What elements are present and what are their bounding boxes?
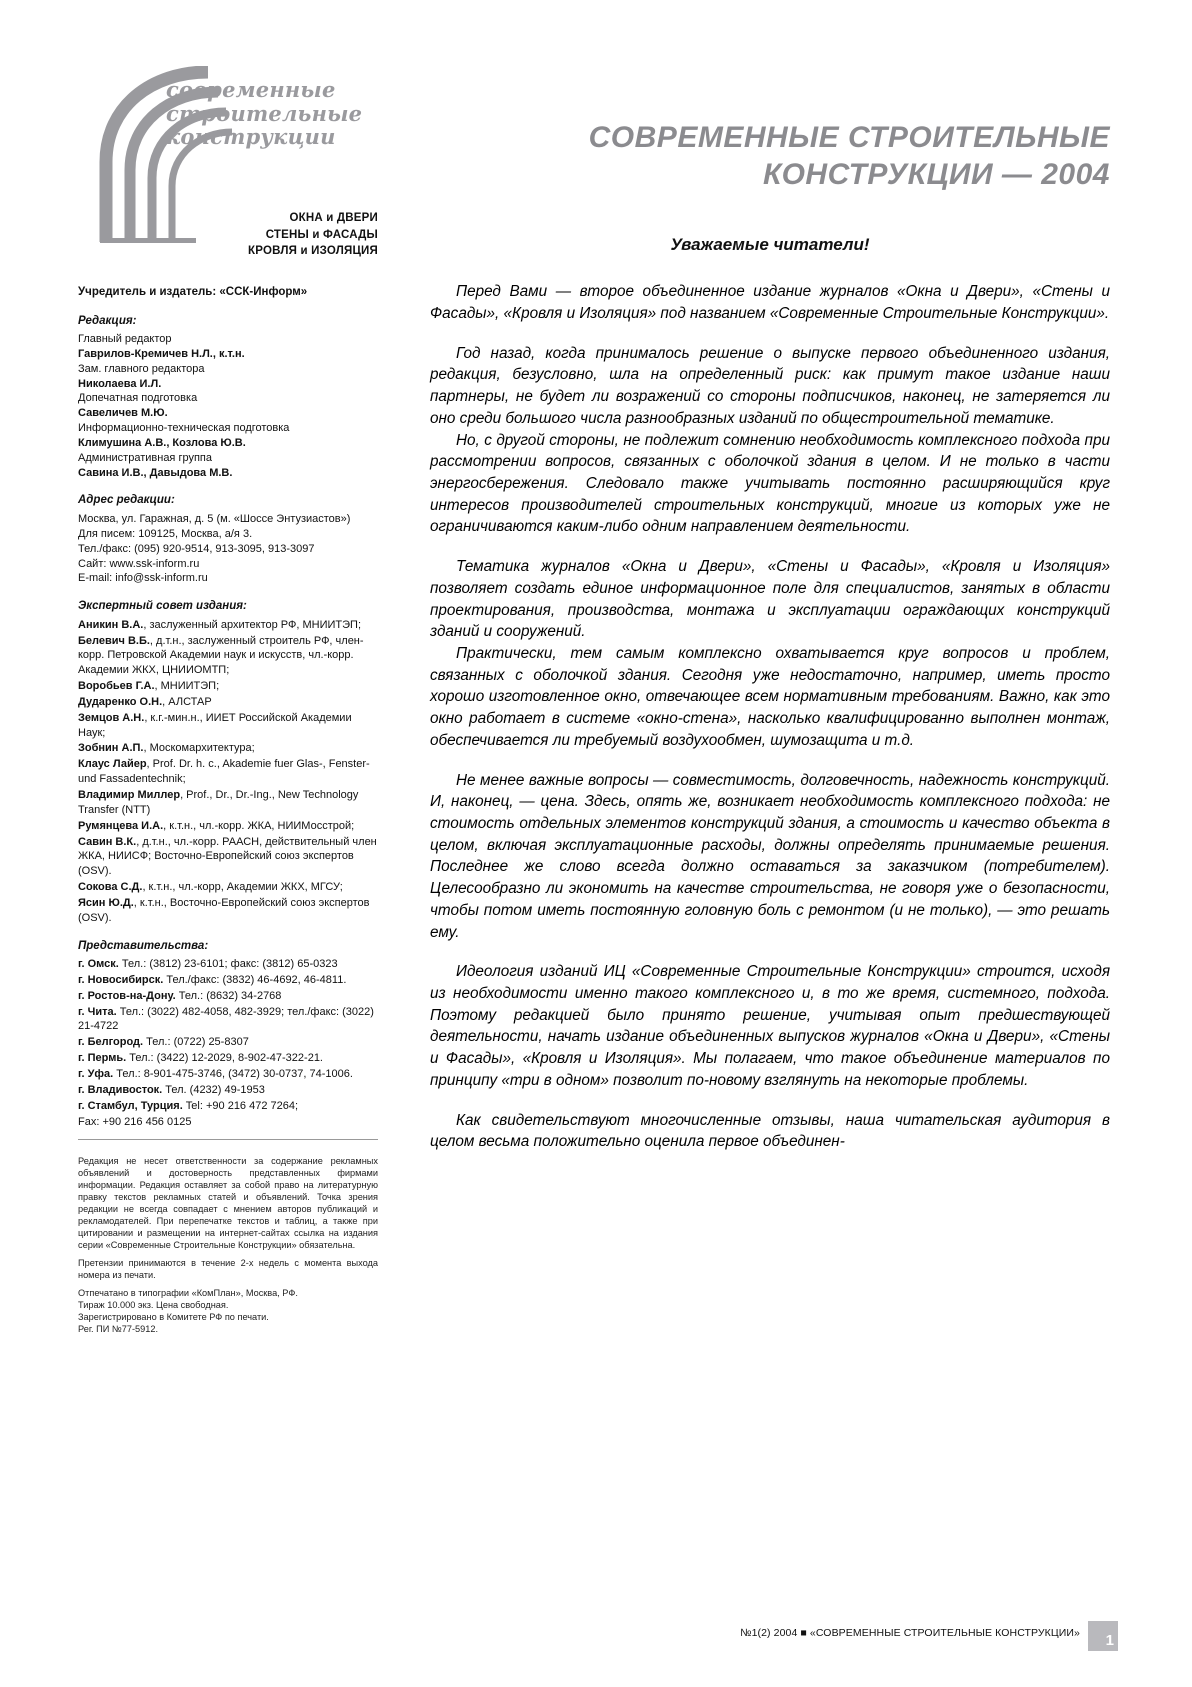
logo-word-1: современные: [166, 77, 336, 102]
page-title: [430, 120, 1110, 193]
expert-name: Ясин Ю.Д.: [78, 896, 134, 909]
rep-info: Тел.: (8632) 34-2768: [175, 989, 282, 1002]
expert-name: Клаус Лайер: [78, 758, 147, 771]
rep-city: г. Стамбул, Турция.: [78, 1099, 183, 1112]
expert-desc: , д.т.н., заслуженный строитель РФ, член-корр. Петровской Академии наук и искусств, чл.-корр. Академии ЖКХ, ЦНИИОМТП;: [78, 634, 364, 677]
rep-item: [78, 989, 378, 1004]
rep-city: г. Белгород.: [78, 1036, 144, 1049]
rep-city: г. Омск.: [78, 958, 119, 971]
divider: [78, 1139, 378, 1140]
expert-name: Воробьев Г.А.: [78, 680, 155, 693]
legal-paragraph: Отпечатано в типографии «КомПлан», Москва, РФ.: [78, 1287, 298, 1298]
editorial-role: Информационно-техническая подготовка: [78, 422, 290, 435]
expert-item: [78, 880, 378, 895]
rep-item: [78, 1115, 378, 1130]
rep-item: [78, 1051, 378, 1066]
expert-name: Зобнин А.П.: [78, 742, 144, 755]
representatives-list: [78, 957, 378, 1129]
expert-desc: , к.т.н., Восточно-Европейский союз экспертов (OSV).: [78, 896, 370, 924]
logo-word-2: строительные: [166, 100, 363, 126]
expert-name: Савин В.К.: [78, 835, 137, 848]
rep-item: [78, 1067, 378, 1082]
logo-word-3: конструкции: [166, 124, 336, 150]
expert-item: [78, 711, 378, 741]
expert-desc: , Москомархитектура;: [143, 742, 255, 755]
legal-notice: [78, 1156, 378, 1335]
rep-info: Тел. (4232) 49-1953: [162, 1083, 265, 1096]
rep-item: [78, 1005, 378, 1035]
editorial-role: Зам. главного редактора: [78, 362, 205, 375]
rep-info: Тел.: (0722) 25-8307: [143, 1036, 249, 1049]
expert-item: [78, 741, 378, 756]
address-heading: Адрес редакции:: [78, 494, 175, 507]
representatives-heading: Представительства:: [78, 939, 209, 952]
article-body: [430, 281, 1110, 1153]
rep-city: г. Пермь.: [78, 1052, 127, 1065]
expert-name: Аникин В.А.: [78, 618, 144, 631]
rep-city: г. Владивосток.: [78, 1083, 163, 1096]
article-paragraph: Но, с другой стороны, не подлежит сомнению необходимость комплексного подхода при рассмотрении вопросов, связанных с оболочкой здания в целом. И не только в части энергосбережения. Следовало также учитывать постоянно расширяющийся круг интересов производителей строительных конструкций, многие из которых уже не ограничиваются каким-либо одним направлением деятельности.: [430, 431, 1110, 536]
article-paragraph: Тематика журналов «Окна и Двери», «Стены и Фасады», «Кровля и Изоляция» позволяет создать единое информационное поле для специалистов, занятых в области проектирования, производства, монтажа и эксплуатации ограждающих конструкций зданий и сооружений.: [430, 558, 1110, 641]
rep-city: г. Чита.: [78, 1005, 117, 1018]
expert-desc: , к.т.н., чл.-корр. ЖКА, НИИМосстрой;: [163, 819, 355, 832]
expert-name: Владимир Миллер: [78, 789, 181, 801]
website-line[interactable]: Сайт: www.ssk-inform.ru: [78, 557, 200, 570]
footer-issue-text: №1(2) 2004 ■ «СОВРЕМЕННЫЕ СТРОИТЕЛЬНЫЕ КОНСТРУКЦИИ»: [740, 1627, 1080, 1639]
rep-info: Тел.: (3422) 12-2029, 8-902-47-322-21.: [126, 1052, 323, 1065]
expert-desc: , Prof., Dr., Dr.-Ing., New Technology Transfer (NTT): [78, 789, 359, 816]
expert-desc: , к.т.н., чл.-корр, Академии ЖКХ, МГСУ;: [142, 881, 343, 894]
masthead-logo: [78, 62, 378, 277]
rep-item: [78, 957, 378, 972]
article-paragraph: Практически, тем самым комплексно охватывается круг вопросов и проблем, связанных с оболочкой здания. Сегодня уже недостаточно, например, иметь просто хорошо изготовленное окно, отвечающее всем нормативным требованиям. Важно, как это окно работает в системе «окно-стена», насколько квалифицированно выполнен монтаж, обеспечивается ли требуемый воздухообмен, шумозащита и т.д.: [430, 644, 1110, 749]
publisher-line: Учредитель и издатель: «ССК-Информ»: [78, 286, 308, 298]
logo-subtitle-line-1: ОКНА и ДВЕРИ: [289, 212, 378, 224]
legal-paragraph: Зарегистрировано в Комитете РФ по печати.: [78, 1311, 269, 1322]
expert-name: Дударенко О.Н.: [78, 695, 163, 708]
logo-subtitle-line-3: КРОВЛЯ и ИЗОЛЯЦИЯ: [248, 245, 378, 258]
expert-item: [78, 757, 378, 787]
address-line: Тел./факс: (095) 920-9514, 913-3095, 913-3097: [78, 542, 315, 555]
expert-desc: , д.т.н., чл.-корр. РААСН, действительный член ЖКА, НИИСФ; Восточно-Европейский союз экспертов (OSV).: [78, 835, 377, 878]
rep-city: г. Новосибирск.: [78, 973, 164, 986]
rep-city: г. Ростов-на-Дону.: [78, 989, 176, 1002]
article-paragraph: Как свидетельствуют многочисленные отзывы, наша читательская аудитория в целом весьма положительно оценила первое объединен-: [430, 1111, 1110, 1151]
rep-item: [78, 1083, 378, 1098]
imprint-column: [78, 62, 378, 1336]
editorial-heading: Редакция:: [78, 314, 137, 327]
expert-name: Румянцева И.А.: [78, 819, 164, 832]
expert-item: [78, 634, 378, 679]
experts-list: [78, 618, 378, 926]
rep-city: г. Уфа.: [78, 1068, 114, 1081]
rep-info: Тел.: (3812) 23-6101; факс: (3812) 65-0323: [118, 958, 338, 971]
article-paragraph: Год назад, когда принималось решение о выпуске первого объединенного издания, редакция, безусловно, шла на определенный риск: как примут такое издание наши партнеры, не будет ли возражений со стороны подписчиков, наконец, не затеряется ли оно среди большого числа разнообразных изданий по общестроительной тематике.: [430, 344, 1110, 427]
legal-paragraph: Рег. ПИ №77-5912.: [78, 1323, 159, 1334]
editorial-role: Главный редактор: [78, 333, 172, 346]
article-greeting: Уважаемые читатели!: [670, 235, 870, 255]
expert-item: [78, 835, 378, 880]
expert-item: [78, 695, 378, 710]
expert-item: [78, 819, 378, 834]
rep-info: Тел.: 8-901-475-3746, (3472) 30-0737, 74-1006.: [113, 1068, 353, 1081]
article-column: [430, 120, 1110, 1171]
expert-name: Белевич В.Б.: [78, 634, 150, 647]
legal-paragraph: Претензии принимаются в течение 2-х недель с момента выхода номера из печати.: [78, 1258, 378, 1280]
expert-name: Земцов А.Н.: [78, 711, 145, 724]
editorial-name: Климушина А.В., Козлова Ю.В.: [78, 436, 246, 449]
article-paragraph: Идеология изданий ИЦ «Современные Строительные Конструкции» строится, исходя из необходимости именно такого комплексного и, в то же время, системного, подхода. Поэтому редакцией было принято решение, учитывая опыт предшествующей деятельности, начать издание объединенных выпусков журналов «Окна и Двери», «Стены и Фасады», «Кровля и Изоляция». Мы полагаем, что такое объединение материалов по принципу «три в одном» позволит по-новому взглянуть на некоторые проблемы.: [430, 963, 1110, 1089]
page-number-badge: 1: [1088, 1621, 1118, 1651]
rep-item: [78, 973, 378, 988]
address-line: Москва, ул. Гаражная, д. 5 (м. «Шоссе Энтузиастов»): [78, 512, 351, 525]
legal-paragraph: Тираж 10.000 экз. Цена свободная.: [78, 1299, 229, 1310]
email-line[interactable]: E-mail: info@ssk-inform.ru: [78, 572, 208, 585]
expert-item: [78, 679, 378, 694]
expert-desc: , АЛСТАР: [162, 695, 212, 708]
legal-paragraph: Редакция не несет ответственности за содержание рекламных объявлений и достоверность представленных фирмами информации. Редакция оставляет за собой право на литературную правку текстов рекламных статей и объявлений. Точка зрения редакции не всегда совпадает с мнением авторов публикаций и рекламодателей. При перепечатке текстов и таблиц, а также при цитировании и размещении на интернет-сайтах ссылка на издания серии «Современные Строительные Конструкции» обязательна.: [78, 1156, 378, 1251]
expert-desc: , заслуженный архитектор РФ, МНИИТЭП;: [143, 618, 362, 631]
expert-item: [78, 896, 378, 926]
expert-desc: , к.г.-мин.н., ИИЕТ Российской Академии Наук;: [78, 711, 352, 739]
expert-item: [78, 618, 378, 633]
editorial-name: Гаврилов-Кремичев Н.Л., к.т.н.: [78, 347, 245, 360]
article-paragraph: Перед Вами — второе объединенное издание журналов «Окна и Двери», «Стены и Фасады», «Кровля и Изоляция» под названием «Современные Строительные Конструкции».: [430, 283, 1110, 322]
rep-info: Fax: +90 216 456 0125: [78, 1115, 192, 1128]
experts-heading: Экспертный совет издания:: [78, 600, 247, 613]
editorial-name: Николаева И.Л.: [78, 377, 162, 390]
logo-subtitle-line-2: СТЕНЫ и ФАСАДЫ: [265, 228, 378, 241]
rep-info: Тел.: (3022) 482-4058, 482-3929; тел./факс: (3022) 21-4722: [78, 1005, 374, 1033]
rep-info: Tel: +90 216 472 7264;: [182, 1099, 299, 1112]
editorial-role: Административная группа: [78, 451, 212, 464]
page-title-line-2: КОНСТРУКЦИИ — 2004: [763, 157, 1110, 191]
expert-item: [78, 788, 378, 818]
editorial-name: Савеличев М.Ю.: [78, 407, 168, 420]
logo-wordmark: [166, 78, 376, 149]
editorial-name: Савина И.В., Давыдова М.В.: [78, 466, 233, 479]
expert-desc: , МНИИТЭП;: [154, 680, 220, 693]
article-paragraph: Не менее важные вопросы — совместимость, долговечность, надежность конструкций. И, наконец, — цена. Здесь, опять же, возникает необходимость комплексного подхода: не стоимость отдельных элементов конструкций здания, а стоимость и качество объекта в целом, включая эксплуатационные расходы, должны определять принимаемые решения. Последнее же слово всегда должно оставаться за заказчиком (потребителем). Целесообразно ли экономить на качестве строительства, не говоря уже о безопасности, чтобы потом иметь постоянную головную боль с ремонтом (и не только), — это решать ему.: [430, 771, 1110, 941]
rep-item: [78, 1035, 378, 1050]
expert-desc: , Prof. Dr. h. c., Akademie fuer Glas-, Fenster- und Fassadentechnik;: [78, 758, 370, 786]
rep-item: [78, 1099, 378, 1114]
page-title-line-1: СОВРЕМЕННЫЕ СТРОИТЕЛЬНЫЕ: [588, 121, 1110, 154]
expert-name: Сокова С.Д.: [78, 881, 143, 894]
logo-subtitle: [158, 210, 378, 260]
rep-info: Тел./факс: (3832) 46-4692, 46-4811.: [163, 973, 347, 986]
editorial-role: Допечатная подготовка: [78, 392, 198, 405]
address-line: Для писем: 109125, Москва, а/я 3.: [78, 527, 253, 540]
